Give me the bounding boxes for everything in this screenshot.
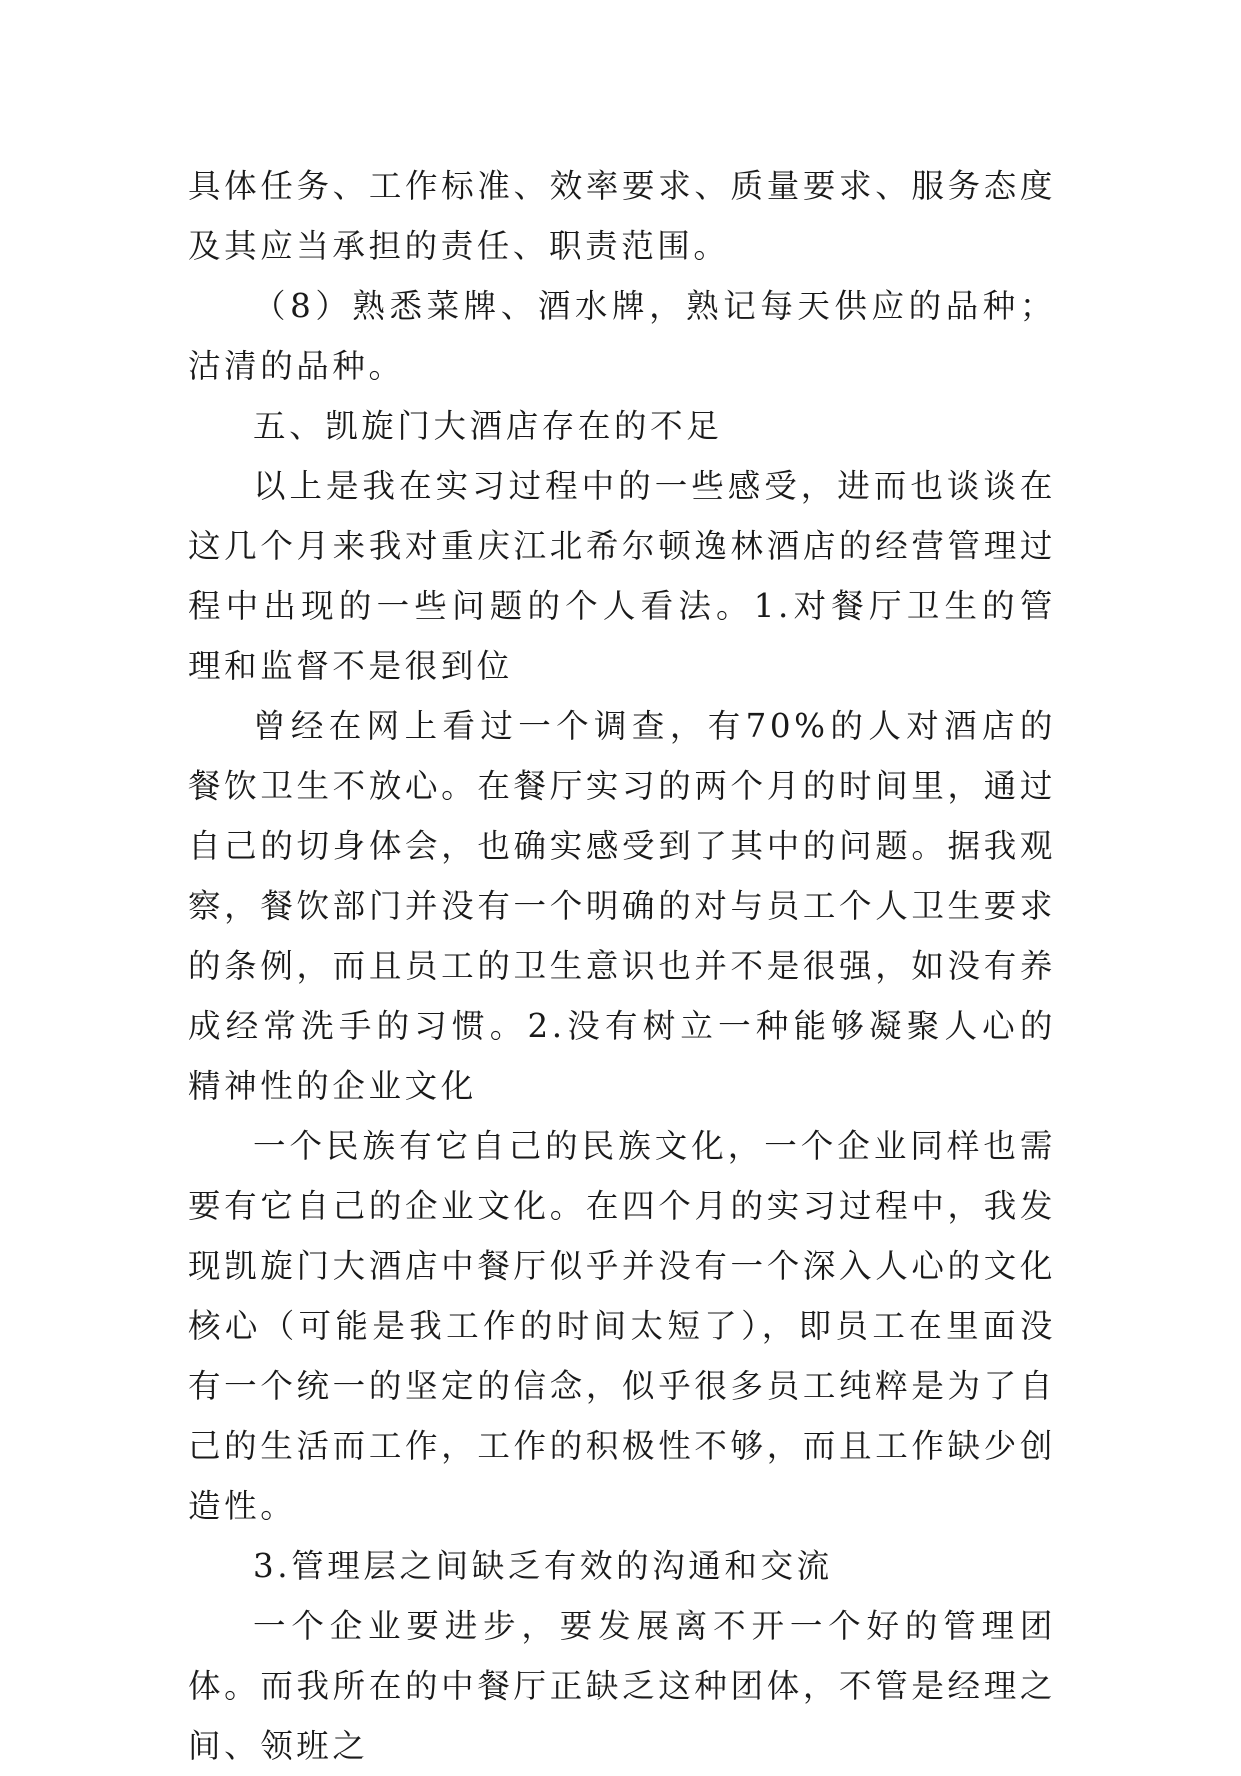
paragraph-corporate-culture: 一个民族有它自己的民族文化，一个企业同样也需要有它自己的企业文化。在四个月的实习过程中，我发现凯旋门大酒店中餐厅似乎并没有一个深入人心的文化核心（可能是我工作的时间太短了），即员工在里面没有一个统一的坚定的信念，似乎很多员工纯粹是为了自己的生活而工作，工作的积极性不够，而且工作缺少创造性。: [188, 1127, 1056, 1525]
paragraph-task-standards: 具体任务、工作标准、效率要求、质量要求、服务态度及其应当承担的责任、职责范围。: [188, 167, 1056, 265]
paragraph-management-team: 一个企业要进步，要发展离不开一个好的管理团体。而我所在的中餐厅正缺乏这种团体，不管是经理之间、领班之: [188, 1607, 1056, 1765]
paragraph-hygiene-survey: 曾经在网上看过一个调查，有70%的人对酒店的餐饮卫生不放心。在餐厅实习的两个月的时间里，通过自己的切身体会，也确实感受到了其中的问题。据我观察，餐饮部门并没有一个明确的对与员工个人卫生要求的条例，而且员工的卫生意识也并不是很强，如没有养成经常洗手的习惯。2.没有树立一种能够凝聚人心的精神性的企业文化: [188, 707, 1056, 1105]
document-body: [188, 156, 1056, 1776]
paragraph-internship-feelings: 以上是我在实习过程中的一些感受，进而也谈谈在这几个月来我对重庆江北希尔顿逸林酒店的经营管理过程中出现的一些问题的个人看法。1.对餐厅卫生的管理和监督不是很到位: [188, 467, 1056, 685]
paragraph-menu-item-8: （8）熟悉菜牌、酒水牌，熟记每天供应的品种；沽清的品种。: [188, 287, 1056, 385]
subheading-management-communication: 3.管理层之间缺乏有效的沟通和交流: [253, 1547, 833, 1585]
section-heading-shortcomings: 五、凯旋门大酒店存在的不足: [253, 407, 723, 445]
